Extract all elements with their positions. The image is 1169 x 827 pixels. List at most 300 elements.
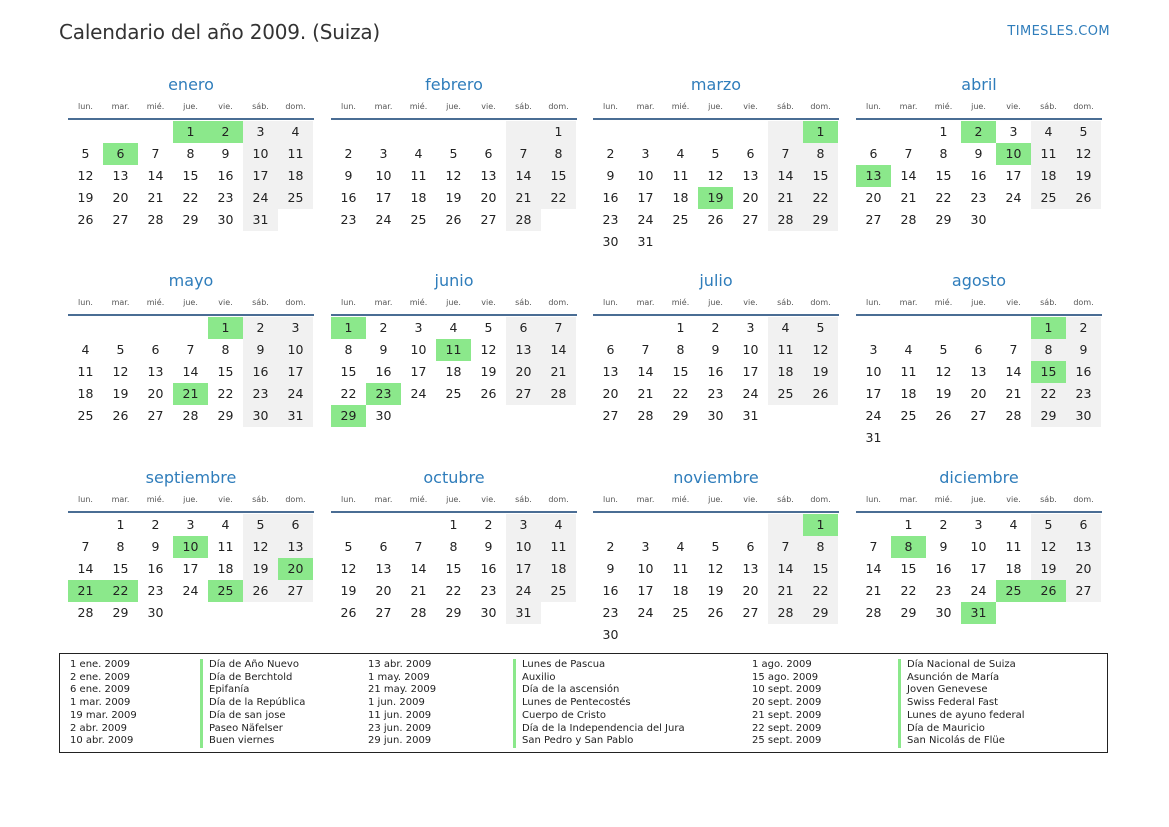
day-cell[interactable]: 1 <box>676 320 685 335</box>
day-cell[interactable]: 16 <box>147 561 164 576</box>
day-cell[interactable]: 3 <box>869 342 878 357</box>
day-cell[interactable]: 21 <box>506 187 541 209</box>
day-cell[interactable]: 20 <box>375 583 392 598</box>
day-cell[interactable]: 19 <box>1066 165 1101 187</box>
day-cell[interactable]: 30 <box>480 605 497 620</box>
day-cell[interactable]: 22 <box>672 386 689 401</box>
day-cell[interactable]: 8 <box>116 539 125 554</box>
day-cell[interactable]: 12 <box>340 561 357 576</box>
day-cell[interactable]: 25 <box>900 408 917 423</box>
day-cell[interactable]: 25 <box>672 212 689 227</box>
day-cell[interactable]: 11 <box>410 168 427 183</box>
day-cell[interactable]: 5 <box>803 317 838 339</box>
day-cell[interactable]: 21 <box>768 580 803 602</box>
day-cell[interactable]: 20 <box>970 386 987 401</box>
day-cell[interactable]: 21 <box>541 361 576 383</box>
day-cell[interactable]: 27 <box>506 383 541 405</box>
day-cell[interactable]: 31 <box>637 234 654 249</box>
day-cell[interactable]: 16 <box>243 361 278 383</box>
day-cell[interactable]: 29 <box>900 605 917 620</box>
day-cell[interactable]: 16 <box>707 364 724 379</box>
day-cell[interactable]: 27 <box>742 605 759 620</box>
day-cell[interactable]: 29 <box>803 602 838 624</box>
day-cell[interactable]: 5 <box>1066 121 1101 143</box>
day-cell[interactable]: 7 <box>1009 342 1018 357</box>
day-cell[interactable]: 6 <box>746 146 755 161</box>
day-cell[interactable]: 12 <box>77 168 94 183</box>
day-cell[interactable]: 15 <box>672 364 689 379</box>
day-cell[interactable]: 22 <box>803 580 838 602</box>
day-cell[interactable]: 2 <box>151 517 160 532</box>
day-cell[interactable]: 22 <box>1031 383 1066 405</box>
day-cell[interactable]: 10 <box>410 342 427 357</box>
day-cell[interactable]: 3 <box>379 146 388 161</box>
day-cell[interactable]: 8 <box>676 342 685 357</box>
holiday-day[interactable]: 15 <box>1031 361 1066 383</box>
day-cell[interactable]: 23 <box>243 383 278 405</box>
day-cell[interactable]: 18 <box>77 386 94 401</box>
day-cell[interactable]: 26 <box>935 408 952 423</box>
day-cell[interactable]: 20 <box>480 190 497 205</box>
day-cell[interactable]: 21 <box>768 187 803 209</box>
day-cell[interactable]: 3 <box>641 146 650 161</box>
day-cell[interactable]: 2 <box>344 146 353 161</box>
day-cell[interactable]: 1 <box>939 124 948 139</box>
day-cell[interactable]: 13 <box>147 364 164 379</box>
day-cell[interactable]: 16 <box>935 561 952 576</box>
day-cell[interactable]: 10 <box>637 561 654 576</box>
day-cell[interactable]: 25 <box>278 187 313 209</box>
day-cell[interactable]: 27 <box>375 605 392 620</box>
day-cell[interactable]: 5 <box>243 514 278 536</box>
day-cell[interactable]: 11 <box>672 168 689 183</box>
day-cell[interactable]: 14 <box>506 165 541 187</box>
day-cell[interactable]: 7 <box>768 143 803 165</box>
day-cell[interactable]: 19 <box>803 361 838 383</box>
day-cell[interactable]: 30 <box>602 234 619 249</box>
holiday-day[interactable]: 1 <box>208 317 243 339</box>
holiday-day[interactable]: 1 <box>803 121 838 143</box>
day-cell[interactable]: 29 <box>672 408 689 423</box>
day-cell[interactable]: 6 <box>606 342 615 357</box>
day-cell[interactable]: 13 <box>506 339 541 361</box>
day-cell[interactable]: 17 <box>865 386 882 401</box>
day-cell[interactable]: 15 <box>541 165 576 187</box>
day-cell[interactable]: 24 <box>375 212 392 227</box>
day-cell[interactable]: 12 <box>112 364 129 379</box>
day-cell[interactable]: 28 <box>541 383 576 405</box>
day-cell[interactable]: 27 <box>147 408 164 423</box>
day-cell[interactable]: 16 <box>602 190 619 205</box>
day-cell[interactable]: 11 <box>672 561 689 576</box>
day-cell[interactable]: 12 <box>1031 536 1066 558</box>
day-cell[interactable]: 4 <box>904 342 913 357</box>
holiday-day[interactable]: 19 <box>698 187 733 209</box>
day-cell[interactable]: 8 <box>939 146 948 161</box>
day-cell[interactable]: 6 <box>746 539 755 554</box>
day-cell[interactable]: 11 <box>768 339 803 361</box>
day-cell[interactable]: 25 <box>77 408 94 423</box>
day-cell[interactable]: 19 <box>1031 558 1066 580</box>
day-cell[interactable]: 25 <box>541 580 576 602</box>
day-cell[interactable]: 7 <box>541 317 576 339</box>
day-cell[interactable]: 18 <box>541 558 576 580</box>
day-cell[interactable]: 24 <box>1005 190 1022 205</box>
day-cell[interactable]: 30 <box>217 212 234 227</box>
day-cell[interactable]: 15 <box>803 558 838 580</box>
holiday-day[interactable]: 1 <box>331 317 366 339</box>
day-cell[interactable]: 19 <box>480 364 497 379</box>
day-cell[interactable]: 21 <box>1005 386 1022 401</box>
day-cell[interactable]: 30 <box>1066 405 1101 427</box>
day-cell[interactable]: 4 <box>449 320 458 335</box>
day-cell[interactable]: 11 <box>217 539 234 554</box>
day-cell[interactable]: 27 <box>602 408 619 423</box>
day-cell[interactable]: 7 <box>414 539 423 554</box>
day-cell[interactable]: 18 <box>672 583 689 598</box>
day-cell[interactable]: 17 <box>742 364 759 379</box>
day-cell[interactable]: 10 <box>278 339 313 361</box>
day-cell[interactable]: 4 <box>414 146 423 161</box>
day-cell[interactable]: 15 <box>217 364 234 379</box>
day-cell[interactable]: 9 <box>606 561 615 576</box>
day-cell[interactable]: 26 <box>340 605 357 620</box>
day-cell[interactable]: 6 <box>506 317 541 339</box>
day-cell[interactable]: 9 <box>151 539 160 554</box>
day-cell[interactable]: 26 <box>707 212 724 227</box>
day-cell[interactable]: 28 <box>865 605 882 620</box>
day-cell[interactable]: 25 <box>445 386 462 401</box>
holiday-day[interactable]: 29 <box>331 405 366 427</box>
day-cell[interactable]: 4 <box>541 514 576 536</box>
day-cell[interactable]: 5 <box>484 320 493 335</box>
day-cell[interactable]: 14 <box>541 339 576 361</box>
holiday-day[interactable]: 2 <box>961 121 996 143</box>
day-cell[interactable]: 28 <box>768 209 803 231</box>
day-cell[interactable]: 26 <box>1066 187 1101 209</box>
day-cell[interactable]: 11 <box>900 364 917 379</box>
day-cell[interactable]: 8 <box>541 143 576 165</box>
day-cell[interactable]: 1 <box>904 517 913 532</box>
day-cell[interactable]: 15 <box>112 561 129 576</box>
day-cell[interactable]: 12 <box>707 561 724 576</box>
day-cell[interactable]: 16 <box>375 364 392 379</box>
day-cell[interactable]: 1 <box>449 517 458 532</box>
day-cell[interactable]: 6 <box>379 539 388 554</box>
day-cell[interactable]: 14 <box>900 168 917 183</box>
holiday-day[interactable]: 6 <box>103 143 138 165</box>
day-cell[interactable]: 18 <box>445 364 462 379</box>
day-cell[interactable]: 30 <box>935 605 952 620</box>
day-cell[interactable]: 9 <box>711 342 720 357</box>
day-cell[interactable]: 23 <box>217 190 234 205</box>
day-cell[interactable]: 24 <box>278 383 313 405</box>
day-cell[interactable]: 2 <box>606 539 615 554</box>
day-cell[interactable]: 22 <box>340 386 357 401</box>
day-cell[interactable]: 21 <box>865 583 882 598</box>
day-cell[interactable]: 3 <box>974 517 983 532</box>
day-cell[interactable]: 23 <box>707 386 724 401</box>
day-cell[interactable]: 21 <box>900 190 917 205</box>
day-cell[interactable]: 19 <box>77 190 94 205</box>
day-cell[interactable]: 17 <box>243 165 278 187</box>
day-cell[interactable]: 28 <box>182 408 199 423</box>
day-cell[interactable]: 31 <box>278 405 313 427</box>
day-cell[interactable]: 15 <box>935 168 952 183</box>
day-cell[interactable]: 26 <box>480 386 497 401</box>
day-cell[interactable]: 13 <box>1066 536 1101 558</box>
day-cell[interactable]: 27 <box>112 212 129 227</box>
day-cell[interactable]: 9 <box>344 168 353 183</box>
day-cell[interactable]: 10 <box>742 342 759 357</box>
day-cell[interactable]: 11 <box>541 536 576 558</box>
day-cell[interactable]: 23 <box>970 190 987 205</box>
day-cell[interactable]: 20 <box>865 190 882 205</box>
day-cell[interactable]: 18 <box>1031 165 1066 187</box>
holiday-day[interactable]: 1 <box>803 514 838 536</box>
day-cell[interactable]: 28 <box>506 209 541 231</box>
day-cell[interactable]: 16 <box>970 168 987 183</box>
day-cell[interactable]: 17 <box>1005 168 1022 183</box>
holiday-day[interactable]: 10 <box>996 143 1031 165</box>
holiday-day[interactable]: 21 <box>173 383 208 405</box>
day-cell[interactable]: 24 <box>742 386 759 401</box>
day-cell[interactable]: 5 <box>449 146 458 161</box>
day-cell[interactable]: 29 <box>217 408 234 423</box>
day-cell[interactable]: 26 <box>77 212 94 227</box>
day-cell[interactable]: 7 <box>151 146 160 161</box>
day-cell[interactable]: 7 <box>186 342 195 357</box>
day-cell[interactable]: 30 <box>602 627 619 642</box>
day-cell[interactable]: 28 <box>1005 408 1022 423</box>
day-cell[interactable]: 4 <box>768 317 803 339</box>
day-cell[interactable]: 29 <box>112 605 129 620</box>
day-cell[interactable]: 12 <box>935 364 952 379</box>
day-cell[interactable]: 2 <box>379 320 388 335</box>
day-cell[interactable]: 11 <box>278 143 313 165</box>
day-cell[interactable]: 12 <box>445 168 462 183</box>
day-cell[interactable]: 6 <box>484 146 493 161</box>
holiday-day[interactable]: 23 <box>366 383 401 405</box>
day-cell[interactable]: 17 <box>375 190 392 205</box>
day-cell[interactable]: 13 <box>278 536 313 558</box>
day-cell[interactable]: 13 <box>375 561 392 576</box>
holiday-day[interactable]: 26 <box>1031 580 1066 602</box>
day-cell[interactable]: 9 <box>974 146 983 161</box>
day-cell[interactable]: 17 <box>278 361 313 383</box>
day-cell[interactable]: 14 <box>1005 364 1022 379</box>
day-cell[interactable]: 13 <box>742 168 759 183</box>
day-cell[interactable]: 20 <box>742 583 759 598</box>
holiday-day[interactable]: 20 <box>278 558 313 580</box>
day-cell[interactable]: 13 <box>112 168 129 183</box>
day-cell[interactable]: 26 <box>112 408 129 423</box>
holiday-day[interactable]: 10 <box>173 536 208 558</box>
day-cell[interactable]: 17 <box>637 583 654 598</box>
day-cell[interactable]: 23 <box>935 583 952 598</box>
day-cell[interactable]: 4 <box>676 146 685 161</box>
day-cell[interactable]: 15 <box>803 165 838 187</box>
day-cell[interactable]: 23 <box>147 583 164 598</box>
day-cell[interactable]: 14 <box>865 561 882 576</box>
day-cell[interactable]: 2 <box>939 517 948 532</box>
day-cell[interactable]: 28 <box>77 605 94 620</box>
day-cell[interactable]: 10 <box>243 143 278 165</box>
day-cell[interactable]: 4 <box>1031 121 1066 143</box>
day-cell[interactable]: 20 <box>506 361 541 383</box>
day-cell[interactable]: 15 <box>445 561 462 576</box>
day-cell[interactable]: 14 <box>768 165 803 187</box>
day-cell[interactable]: 26 <box>445 212 462 227</box>
day-cell[interactable]: 29 <box>182 212 199 227</box>
day-cell[interactable]: 3 <box>506 514 541 536</box>
day-cell[interactable]: 7 <box>768 536 803 558</box>
day-cell[interactable]: 3 <box>278 317 313 339</box>
day-cell[interactable]: 9 <box>606 168 615 183</box>
day-cell[interactable]: 5 <box>344 539 353 554</box>
day-cell[interactable]: 2 <box>1066 317 1101 339</box>
day-cell[interactable]: 5 <box>1031 514 1066 536</box>
day-cell[interactable]: 26 <box>707 605 724 620</box>
day-cell[interactable]: 10 <box>637 168 654 183</box>
day-cell[interactable]: 20 <box>147 386 164 401</box>
day-cell[interactable]: 24 <box>865 408 882 423</box>
day-cell[interactable]: 7 <box>869 539 878 554</box>
day-cell[interactable]: 6 <box>151 342 160 357</box>
day-cell[interactable]: 20 <box>602 386 619 401</box>
day-cell[interactable]: 24 <box>243 187 278 209</box>
day-cell[interactable]: 20 <box>1066 558 1101 580</box>
day-cell[interactable]: 5 <box>116 342 125 357</box>
day-cell[interactable]: 14 <box>637 364 654 379</box>
day-cell[interactable]: 26 <box>803 383 838 405</box>
day-cell[interactable]: 2 <box>711 320 720 335</box>
day-cell[interactable]: 9 <box>379 342 388 357</box>
day-cell[interactable]: 30 <box>147 605 164 620</box>
day-cell[interactable]: 17 <box>637 190 654 205</box>
day-cell[interactable]: 16 <box>1066 361 1101 383</box>
day-cell[interactable]: 18 <box>768 361 803 383</box>
day-cell[interactable]: 23 <box>602 212 619 227</box>
day-cell[interactable]: 16 <box>340 190 357 205</box>
holiday-day[interactable]: 25 <box>996 580 1031 602</box>
day-cell[interactable]: 5 <box>939 342 948 357</box>
day-cell[interactable]: 8 <box>186 146 195 161</box>
holiday-day[interactable]: 11 <box>436 339 471 361</box>
day-cell[interactable]: 8 <box>803 143 838 165</box>
day-cell[interactable]: 19 <box>707 583 724 598</box>
day-cell[interactable]: 29 <box>803 209 838 231</box>
day-cell[interactable]: 8 <box>1031 339 1066 361</box>
day-cell[interactable]: 19 <box>112 386 129 401</box>
holiday-day[interactable]: 31 <box>961 602 996 624</box>
day-cell[interactable]: 3 <box>243 121 278 143</box>
day-cell[interactable]: 3 <box>414 320 423 335</box>
day-cell[interactable]: 25 <box>1031 187 1066 209</box>
day-cell[interactable]: 3 <box>641 539 650 554</box>
day-cell[interactable]: 4 <box>676 539 685 554</box>
day-cell[interactable]: 13 <box>480 168 497 183</box>
day-cell[interactable]: 20 <box>742 190 759 205</box>
day-cell[interactable]: 24 <box>637 605 654 620</box>
holiday-day[interactable]: 8 <box>891 536 926 558</box>
day-cell[interactable]: 30 <box>375 408 392 423</box>
day-cell[interactable]: 22 <box>541 187 576 209</box>
day-cell[interactable]: 5 <box>81 146 90 161</box>
day-cell[interactable]: 13 <box>742 561 759 576</box>
day-cell[interactable]: 17 <box>970 561 987 576</box>
day-cell[interactable]: 18 <box>1005 561 1022 576</box>
day-cell[interactable]: 27 <box>742 212 759 227</box>
day-cell[interactable]: 18 <box>217 561 234 576</box>
holiday-day[interactable]: 21 <box>68 580 103 602</box>
day-cell[interactable]: 3 <box>746 320 755 335</box>
day-cell[interactable]: 17 <box>506 558 541 580</box>
day-cell[interactable]: 2 <box>606 146 615 161</box>
day-cell[interactable]: 23 <box>1066 383 1101 405</box>
day-cell[interactable]: 5 <box>711 539 720 554</box>
day-cell[interactable]: 28 <box>637 408 654 423</box>
day-cell[interactable]: 5 <box>711 146 720 161</box>
day-cell[interactable]: 12 <box>1066 143 1101 165</box>
day-cell[interactable]: 17 <box>410 364 427 379</box>
day-cell[interactable]: 6 <box>278 514 313 536</box>
day-cell[interactable]: 27 <box>970 408 987 423</box>
day-cell[interactable]: 4 <box>81 342 90 357</box>
day-cell[interactable]: 26 <box>243 580 278 602</box>
day-cell[interactable]: 28 <box>900 212 917 227</box>
day-cell[interactable]: 10 <box>375 168 392 183</box>
day-cell[interactable]: 19 <box>340 583 357 598</box>
day-cell[interactable]: 27 <box>1066 580 1101 602</box>
day-cell[interactable]: 25 <box>768 383 803 405</box>
holiday-day[interactable]: 1 <box>1031 317 1066 339</box>
holiday-day[interactable]: 25 <box>208 580 243 602</box>
day-cell[interactable]: 11 <box>1031 143 1066 165</box>
day-cell[interactable]: 25 <box>410 212 427 227</box>
day-cell[interactable]: 7 <box>904 146 913 161</box>
day-cell[interactable]: 30 <box>243 405 278 427</box>
day-cell[interactable]: 12 <box>243 536 278 558</box>
day-cell[interactable]: 8 <box>344 342 353 357</box>
day-cell[interactable]: 15 <box>182 168 199 183</box>
day-cell[interactable]: 9 <box>1066 339 1101 361</box>
day-cell[interactable]: 18 <box>278 165 313 187</box>
day-cell[interactable]: 27 <box>278 580 313 602</box>
day-cell[interactable]: 29 <box>445 605 462 620</box>
day-cell[interactable]: 19 <box>445 190 462 205</box>
day-cell[interactable]: 19 <box>935 386 952 401</box>
day-cell[interactable]: 27 <box>865 212 882 227</box>
day-cell[interactable]: 15 <box>900 561 917 576</box>
day-cell[interactable]: 14 <box>182 364 199 379</box>
day-cell[interactable]: 9 <box>221 146 230 161</box>
day-cell[interactable]: 12 <box>480 342 497 357</box>
day-cell[interactable]: 18 <box>410 190 427 205</box>
day-cell[interactable]: 31 <box>243 209 278 231</box>
day-cell[interactable]: 16 <box>480 561 497 576</box>
day-cell[interactable]: 7 <box>506 143 541 165</box>
day-cell[interactable]: 24 <box>410 386 427 401</box>
day-cell[interactable]: 31 <box>742 408 759 423</box>
day-cell[interactable]: 29 <box>1031 405 1066 427</box>
day-cell[interactable]: 15 <box>340 364 357 379</box>
day-cell[interactable]: 27 <box>480 212 497 227</box>
holiday-day[interactable]: 2 <box>208 121 243 143</box>
day-cell[interactable]: 14 <box>768 558 803 580</box>
day-cell[interactable]: 14 <box>147 168 164 183</box>
day-cell[interactable]: 22 <box>217 386 234 401</box>
